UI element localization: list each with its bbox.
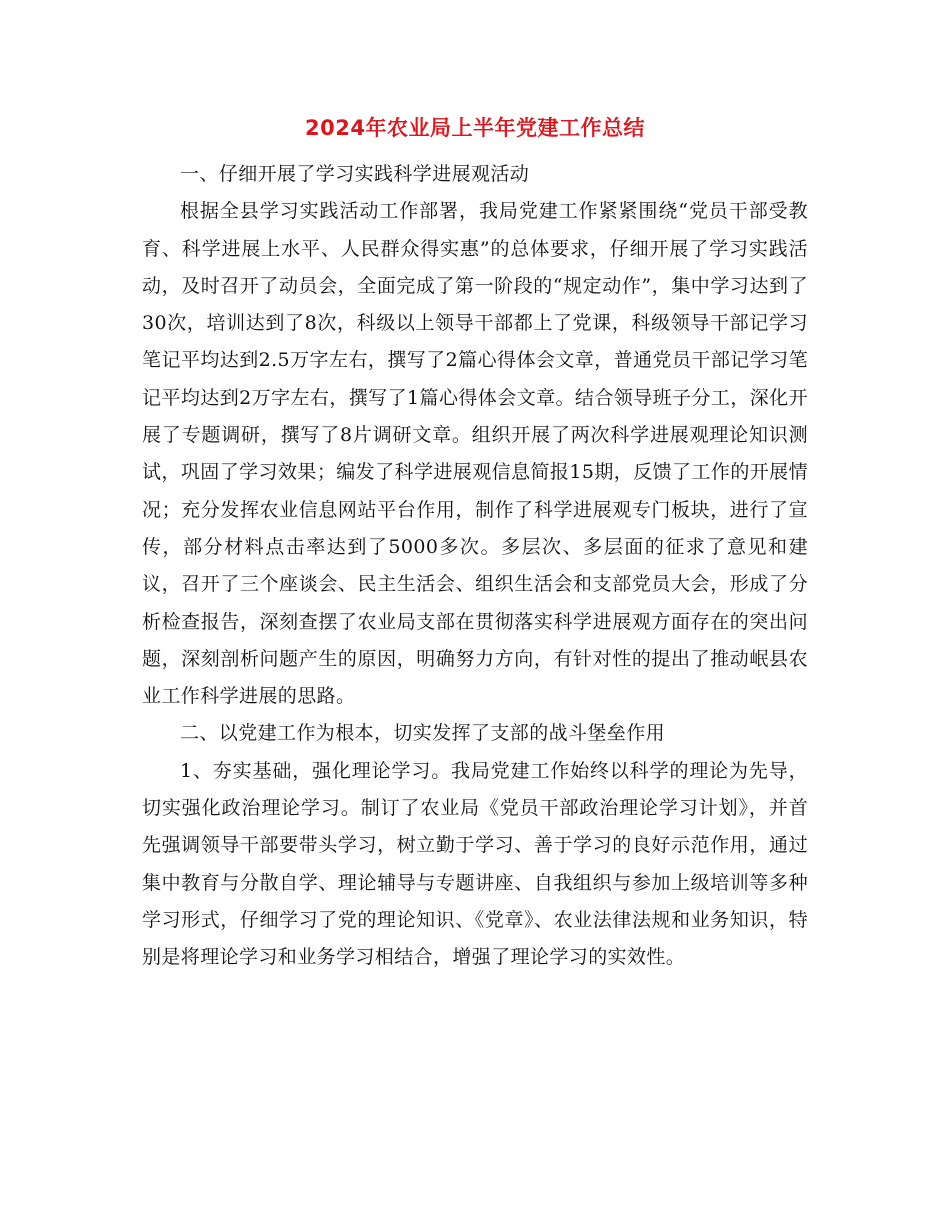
document-title: 2024年农业局上半年党建工作总结 xyxy=(305,116,645,140)
section-heading-2: 二、以党建工作为根本，切实发挥了支部的战斗堡垒作用 xyxy=(180,722,666,745)
document-body xyxy=(142,156,808,977)
body-paragraph-1: 根据全县学习实践活动工作部署，我局党建工作紧紧围绕“党员干部受教育、科学进展上水平、人民群众得实惠”的总体要求，仔细开展了学习实践活动，及时召开了动员会，全面完成了第一阶段的“规定动作”，集中学习达到了30次，培训达到了8次，科级以上领导干部都上了党课，科级领导干部记学习笔记平均达到2.5万字左右，撰写了2篇心得体会文章，普通党员干部记学习笔记平均达到2万字左右，撰写了1篇心得体会文章。结合领导班子分工，深化开展了专题调研，撰写了8片调研文章。组织开展了两次科学进展观理论知识测试，巩固了学习效果；编发了科学进展观信息简报15期，反馈了工作的开展情况；充分发挥农业信息网站平台作用，制作了科学进展观专门板块，进行了宣传，部分材料点击率达到了5000多次。多层次、多层面的征求了意见和建议，召开了三个座谈会、民主生活会、组织生活会和支部党员大会，形成了分析检查报告，深刻查摆了农业局支部在贯彻落实科学进展观方面存在的突出问题，深刻剖析问题产生的原因，明确努力方向，有针对性的提出了推动岷县农业工作科学进展的思路。 xyxy=(142,200,808,708)
section-heading-1: 一、仔细开展了学习实践科学进展观活动 xyxy=(180,163,530,185)
body-paragraph-2: 1、夯实基础，强化理论学习。我局党建工作始终以科学的理论为先导，切实强化政治理论学习。制订了农业局《党员干部政治理论学习计划》，并首先强调领导干部要带头学习，树立勤于学习、善于学习的良好示范作用，通过集中教育与分散自学、理论辅导与专题讲座、自我组织与参加上级培训等多种学习形式，仔细学习了党的理论知识、《党章》、农业法律法规和业务知识，特别是将理论学习和业务学习相结合，增强了理论学习的实效性。 xyxy=(142,759,808,969)
